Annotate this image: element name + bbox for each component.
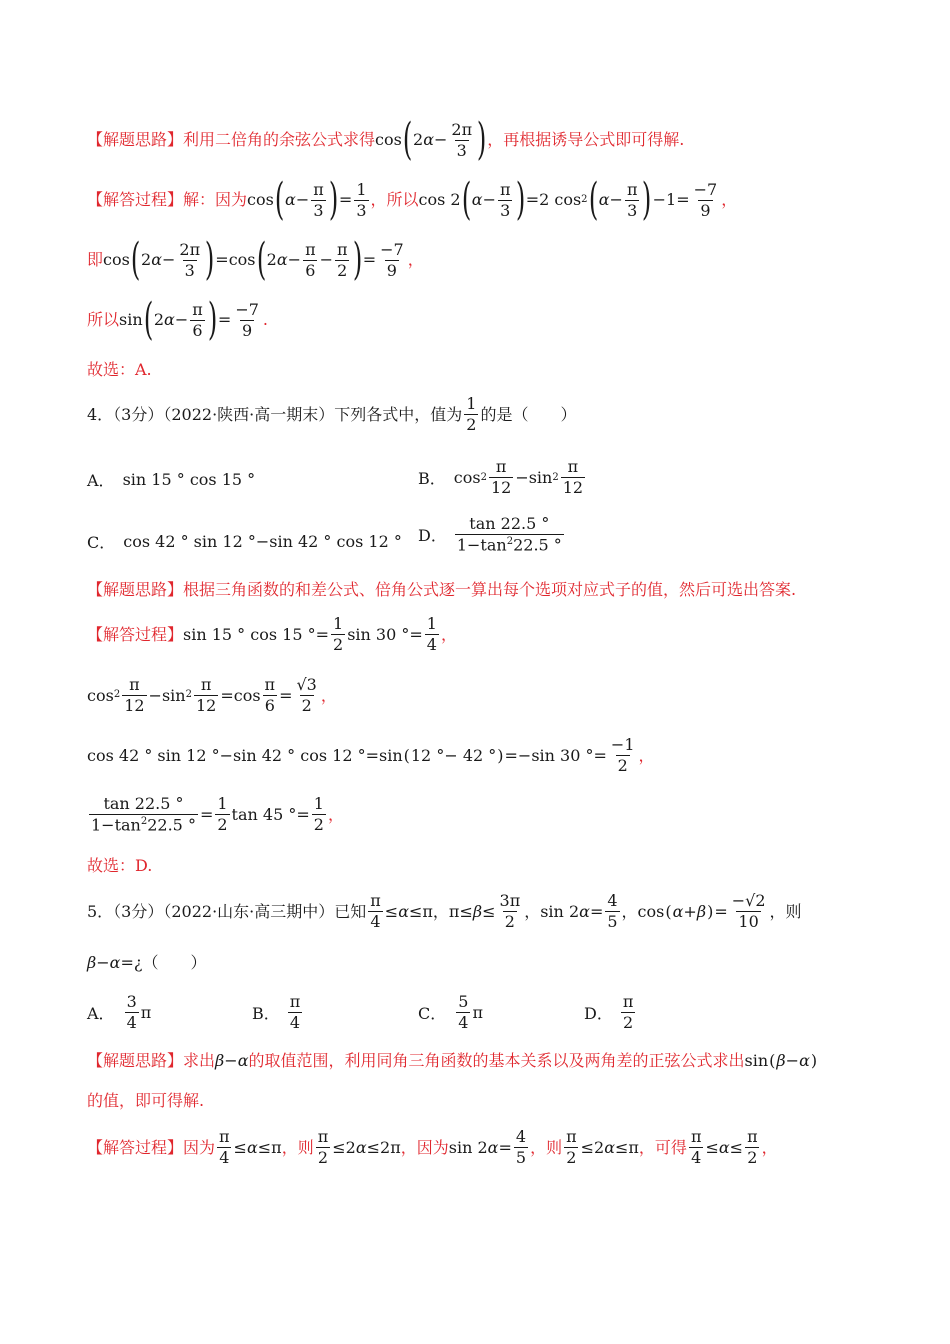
q3-process-end: . (262, 310, 269, 330)
q5-option-a-label: A． (87, 1003, 115, 1023)
q4-process-line-2: cos 2 $\frac{\pi}{12}$ −sin 2 $\frac{\pi}{12}$ =cos $\frac{\pi}{6}$ = $\frac{√3}{2}$ ， (87, 675, 337, 715)
q3-process-line-3: 所以 sin ( 2 α − $\frac{\pi}{6}$ ) = $\frac{-7}{9}$ . (87, 294, 269, 345)
q4-option-b: B． cos 2 $\frac{\pi}{12}$ −sin 2 $\frac{\pi}{12}$ (418, 457, 584, 497)
q4-process-label: 【解答过程】 (87, 624, 184, 644)
q5-option-b: B． $\frac{\pi}{4}$ (252, 992, 301, 1032)
q4-thought-label: 【解题思路】 (87, 580, 184, 599)
q4-process-line-4: $\frac{\tan 22.5 ^\circ}{1-\tan^222.5 ^\circ}$ = $\frac{1}{2}$ tan 45 °= $\frac{1}{2}$ ， (91, 794, 344, 834)
q5-process-label: 【解答过程】 (87, 1137, 184, 1157)
q3-thought-line: 【解题思路】 利用二倍角的余弦公式求得 cos ( 2α− $\frac{2\pi}{3}$ ) ，再根据诱导公式即可得解. (87, 114, 685, 165)
q5-question-2: β − α =¿ （ ） (87, 953, 207, 972)
q4-answer: 故选：D. (87, 856, 153, 875)
q4-option-d-label: D． (418, 525, 447, 545)
q5-thought-label: 【解题思路】 (87, 1051, 184, 1070)
q5-thought-line-1: 【解题思路】 求出 β−α 的取值范围，利用同角三角函数的基本关系以及两角差的正弦公式求出 sin(β−α) (87, 1051, 818, 1070)
q5-option-d: D． $\frac{\pi}{2}$ (584, 992, 634, 1032)
q5-process-line-1: 【解答过程】 因为 $\frac{\pi}{4}$ ≤ α ≤π ，则 $\frac{\pi}{2}$ ≤2 α ≤2π ，因为 sin 2 α = $\frac{4}{5}$ ，则 $\frac{\pi}{2}$ ≤2 α ≤π ，可得 $\frac{\pi}{4}$ ≤ α ≤ $\frac{\pi}{2}$ ， (87, 1127, 778, 1167)
q5-process-ze2: ，则 (530, 1137, 563, 1157)
q3-process-ji: 即 (87, 250, 104, 270)
q5-number: 5．（3分）（2022·山东·高三期中）已知 (87, 901, 367, 921)
q5-option-c-label: C． (418, 1003, 447, 1023)
q5-thought-b: 的取值范围，利用同角三角函数的基本关系以及两角差的正弦公式求出 (248, 1051, 745, 1070)
q5-process-kede: ，可得 (638, 1137, 687, 1157)
q5-option-b-label: B． (252, 1003, 280, 1023)
q4-after: 的是（ ） (480, 404, 577, 424)
q3-process-comma: ， (721, 190, 738, 210)
q3-thought-text-a: 利用二倍角的余弦公式求得 (183, 130, 376, 150)
q4-question: 4．（3分）（2022·陕西·高一期末）下列各式中，值为 $\frac{1}{2}$ 的是（ ） (87, 394, 577, 434)
q3-process-line-1: 【解答过程】 解：因为 cos ( α − $\frac{\pi}{3}$ ) = $\frac{1}{3}$ ，所以 cos 2 ( α − $\frac{\pi}{3}$ ) =2 cos 2 ( α − $\frac{\pi}{3}$ ) −1= $\frac{-7}{9}$ ， (87, 174, 738, 225)
q5-ze: ，则 (769, 901, 802, 921)
q4-option-b-label: B． (418, 468, 446, 488)
q4-process-line-1: 【解答过程】 sin 15 ° cos 15 °= $\frac{1}{2}$ sin 30 °= $\frac{1}{4}$ ， (87, 614, 457, 654)
q3-thought-text-b: ，再根据诱导公式即可得解. (487, 130, 685, 150)
q3-process-suoyi: ，所以 (370, 190, 419, 210)
q4-process-line-3: cos 42 ° sin 12 °−sin 42 ° cos 12 °=sin ( 12 °− 42 ° ) =−sin 30 °= $\frac{-1}{2}$ ， (87, 735, 655, 775)
q5-option-a: A． $\frac{3}{4}$ π (87, 992, 152, 1032)
q3-answer: 故选：A. (87, 360, 152, 379)
q4-option-c: C． cos 42 ° sin 12 °−sin 42 ° cos 12 ° (87, 532, 402, 552)
q5-process-ze: ，则 (281, 1137, 314, 1157)
q4-option-c-label: C． (87, 533, 116, 552)
q4-option-a-label: A． (87, 471, 115, 490)
q4-option-a: A． sin 15 ° cos 15 ° (87, 470, 256, 490)
q4-option-d: D． $\frac{\tan 22.5 ^\circ}{1-\tan^222.5 ^\circ}$ (418, 514, 562, 554)
q4-number: 4．（3分）（2022·陕西·高一期末）下列各式中，值为 (87, 404, 463, 424)
q5-option-d-label: D． (584, 1003, 613, 1023)
q4-thought-text: 根据三角函数的和差公式、倍角公式逐一算出每个选项对应式子的值，然后可选出答案. (183, 580, 797, 599)
q5-question: 5．（3分）（2022·山东·高三期中）已知 $\frac{\pi}{4}$ ≤ α ≤π，π≤ β ≤ $\frac{3\pi}{2}$ ，sin 2 α = $\frac{4}{5}$ ，cos ( α + β ) = $\frac{-√2}{10}$ ，则 (87, 891, 802, 931)
q5-process-yinwei: 因为 (183, 1137, 216, 1157)
q5-thought-line-2: 的值，即可得解. (87, 1091, 205, 1110)
q4-thought-line (87, 580, 890, 599)
q3-process-jie: 解：因为 (183, 190, 248, 210)
q5-process-yinwei2: ，因为 (400, 1137, 449, 1157)
q3-thought-label: 【解题思路】 (87, 130, 184, 150)
q3-process-line-2: 即 cos ( 2 α − $\frac{2\pi}{3}$ ) =cos ( 2 α − $\frac{\pi}{6}$ − $\frac{\pi}{2}$ ) = $\frac{-7}{9}$ ， (87, 234, 424, 285)
q5-thought-a: 求出 (183, 1051, 216, 1070)
q3-process-label: 【解答过程】 (87, 190, 184, 210)
q3-process-suoyi2: 所以 (87, 310, 120, 330)
q5-question-end: （ ） (142, 953, 207, 972)
q5-option-c: C． $\frac{5}{4}$ π (418, 992, 483, 1032)
